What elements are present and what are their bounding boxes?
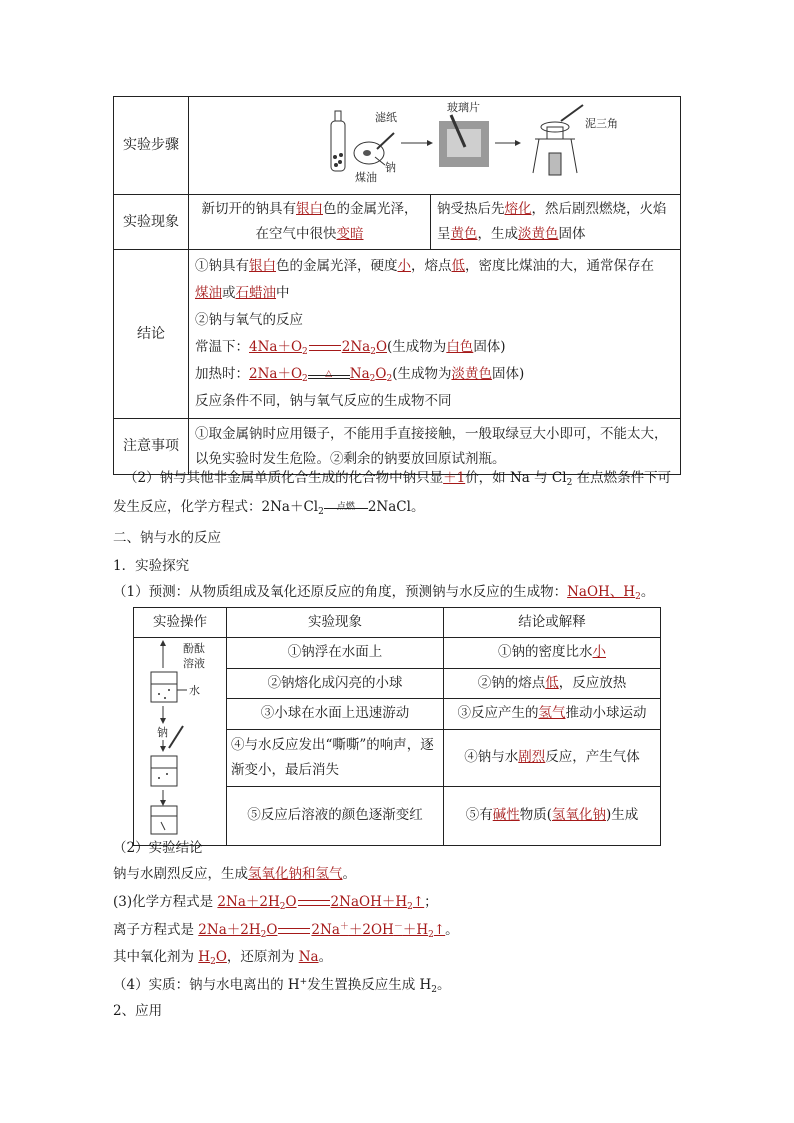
fig-label-kerosene: 煤油: [355, 171, 377, 184]
header-operation: 实验操作: [134, 608, 227, 638]
explanation-3: ③反应产生的氢气推动小球运动: [444, 699, 661, 730]
fig-label-water: 水: [189, 684, 200, 697]
conclusion-cell: ①钠具有银白色的金属光泽，硬度小，熔点低，密度比煤油的大，通常保存在 煤油或石蜡油中 ②钠与氧气的反应 常温下：$4Na+O_2$ $2Na_2O$(生成物为白色固体) 加热时：$2Na+O_2$ △ $Na_2O_2$(生成物为淡黄色固体) 反应条件不同，钠与氧气反应的生成物不同: [189, 250, 681, 419]
text: 中: [276, 285, 290, 301]
answer: 低: [451, 258, 465, 274]
answer-equation: $2Na+2H_2O$ $2NaOH+H_2↑$: [217, 894, 425, 912]
answer: 低: [545, 674, 559, 691]
experiment-steps-figure: [189, 97, 679, 185]
prediction-line: （1）预测：从物质组成及氧化还原反应的角度，预测钠与水反应的生成物：NaOH、$H_2$。: [113, 584, 655, 602]
fig-label-filter: 滤纸: [375, 111, 397, 124]
text: 色的金属光泽，硬度: [276, 258, 398, 274]
obs-text: 钠受热后先: [437, 201, 505, 217]
text: ，熔点: [411, 258, 452, 274]
fig-label-triangle: 泥三角: [585, 117, 618, 130]
paragraph-other-nonmetals: （2）钠与其他非金属单质化合生成的化合物中钠只显＋1价，如 Na 与 $Cl_2$ 在点燃条件下可: [124, 470, 672, 488]
text: ①钠具有: [195, 258, 249, 274]
text: 加热时：: [195, 366, 249, 382]
answer: 淡黄色: [451, 366, 492, 382]
paragraph-equation-line: 发生反应，化学方程式：$2Na+Cl_2$ 点燃 2NaCl。: [113, 499, 425, 517]
header-observation: 实验现象: [227, 608, 444, 638]
text: (生成物为: [392, 366, 452, 382]
answer: 小: [397, 258, 411, 274]
operation-figure-cell: [134, 638, 227, 846]
explanation-1: ①钠的密度比水小: [444, 638, 661, 669]
answer: 银白: [296, 201, 323, 217]
observation-3: ③小球在水面上迅速游动: [227, 699, 444, 730]
text: 反应条件不同，钠与氧气反应的生成物不同: [195, 393, 452, 409]
essence-line: （4）实质：钠与水电离出的 H+发生置换反应生成 $H_2$。: [113, 977, 451, 995]
answer: 石蜡油: [235, 285, 276, 301]
answer: 氢氧化钠和氢气: [248, 866, 343, 882]
obs-text: 固体: [558, 226, 586, 242]
sub-heading: ②钠与氧气的反应: [195, 312, 303, 328]
fig-label-phenol: 酚酞: [183, 642, 205, 655]
answer-ionic-equation: $2Na+2H_2O$ $2Na^++2OH^-+H_2↑$: [198, 922, 446, 940]
answer: 剧烈: [518, 749, 546, 766]
answer: 白色: [446, 339, 474, 355]
text: 固体): [491, 366, 525, 382]
label-steps: 实验步骤: [114, 97, 189, 195]
answer: NaOH、$H_2$: [567, 584, 641, 602]
steps-figure-cell: [189, 97, 681, 195]
sodium-water-figure: [135, 638, 225, 836]
fig-label-sodium: 钠: [385, 161, 396, 174]
label-observation: 实验现象: [114, 195, 189, 250]
answer: 氢氧化钠: [552, 807, 606, 824]
equation-room-temp: $4Na+O_2$ $2Na_2O$: [249, 339, 388, 357]
text: ，密度比煤油的大，通常保存在: [465, 258, 654, 274]
observation-1: ①钠浮在水面上: [227, 638, 444, 669]
sodium-oxygen-table: [113, 96, 681, 475]
obs-text: 呈: [437, 226, 451, 242]
answer: $H_2O$: [198, 949, 227, 967]
answer: 氢气: [538, 705, 566, 722]
header-explanation: 结论或解释: [444, 608, 661, 638]
text: 固体): [473, 339, 506, 355]
sub-heading-experiment: 1．实验探究: [113, 558, 190, 574]
application-heading: 2、应用: [113, 1003, 163, 1019]
explanation-4: ④钠与水剧烈反应，产生气体: [444, 729, 661, 786]
oxidant-reductant-line: 其中氧化剂为 $H_2O$，还原剂为 Na。: [113, 949, 333, 967]
answer: 淡黄色: [518, 226, 559, 242]
note-line: ①取金属钠时应用镊子，不能用手直接接触，一般取绿豆大小即可，不能太大，: [195, 425, 668, 442]
obs-text: ，然后剧烈燃烧，火焰: [531, 201, 667, 217]
answer: ＋1: [443, 470, 466, 486]
conclusion-line: 钠与水剧烈反应，生成氢氧化钠和氢气。: [113, 866, 356, 882]
obs-text: 新切开的钠具有: [201, 201, 296, 217]
text: 或: [222, 285, 236, 301]
fig-label-sodium-drop: 钠: [157, 726, 168, 739]
observation-heated: [431, 195, 681, 250]
observation-4: ④与水反应发出“嘶嘶”的响声，逐渐变小，最后消失: [227, 729, 444, 786]
sodium-water-table: [133, 607, 661, 846]
equation-heated: $2Na+O_2$: [249, 366, 308, 384]
answer: 变暗: [336, 226, 364, 242]
ignite-condition-sign: 点燃: [324, 500, 368, 516]
ionic-equation-line: 离子方程式是 $2Na+2H_2O$ $2Na^++2OH^-+H_2↑$。: [113, 922, 459, 940]
note-line: 以免实验时发生危险。②剩余的钠要放回原试剂瓶。: [195, 450, 506, 467]
answer: 熔化: [504, 201, 532, 217]
conclusion-heading: （2）实验结论: [113, 840, 203, 856]
answer: 碱性: [492, 807, 520, 824]
fig-label-glass: 玻璃片: [447, 101, 480, 114]
heat-condition-sign: △: [308, 367, 350, 383]
label-conclusion: 结论: [114, 250, 189, 419]
answer: 小: [592, 644, 606, 661]
text: (生成物为: [387, 339, 447, 355]
answer: 煤油: [195, 285, 222, 301]
obs-text: 色的金属光泽，: [323, 201, 418, 217]
observation-2: ②钠熔化成闪亮的小球: [227, 668, 444, 699]
observation-normal: [189, 195, 431, 250]
section-heading-sodium-water: 二、钠与水的反应: [113, 530, 221, 546]
label-notes: 注意事项: [114, 419, 189, 475]
text: 常温下：: [195, 339, 249, 355]
obs-text: ，生成: [477, 226, 518, 242]
chemical-equation-line: (3)化学方程式是 $2Na+2H_2O$ $2NaOH+H_2↑$；: [113, 894, 438, 912]
explanation-5: ⑤有碱性物质(氢氧化钠)生成: [444, 786, 661, 845]
observation-5: ⑤反应后溶液的颜色逐渐变红: [227, 786, 444, 845]
explanation-2: ②钠的熔点低，反应放热: [444, 668, 661, 699]
answer: 银白: [249, 258, 276, 274]
answer: Na: [298, 949, 319, 965]
answer: 黄色: [450, 226, 478, 242]
obs-text: 在空气中很快: [255, 226, 337, 242]
fig-label-solution: 溶液: [183, 657, 205, 670]
